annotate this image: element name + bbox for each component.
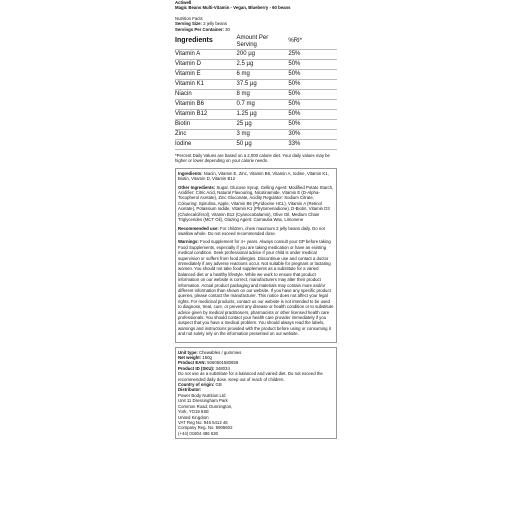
- nutrient-amount: 0.7 mg: [237, 100, 289, 110]
- nutrient-name: Vitamin K1: [175, 80, 237, 90]
- nutrient-name: Vitamin B12: [175, 110, 237, 120]
- details-note: Do not use as a substitute for a balanced and varied diet. Do not exceed the recommended daily dose. Keep out of reach of children.: [178, 371, 323, 382]
- table-row: [175, 50, 337, 60]
- warnings-text: Food supplement for 4+ years. Always consult your GP before taking Food Supplements, especially if you are taking medication or have an existing medical condition. Seek professional advice if your child is under medical supervision or suffers from food allergies. Discontinue use and contact a doctor immediately if any adverse reactions occur. Not suitable for pregnant or lactating women. You should not take food supplements as a substitute for a varied balanced diet or a healthy lifestyle. While we work to ensure that product information on our website is correct, manufacturers may alter their product information. Actual product packaging and materials may contain more and/or different information than shown on our website. If you have any specific product queries, please contact the manufacturer. This notice does not affect your legal rights. For medicinal products, contact us our website is not intended to be used to diagnose, treat, cure, or prevent any disease or health condition or to substitute advice given by medical practitioners, pharmacists or other licensed health care professionals. You should contact your health care provider immediately if you suspect that you have a medical problem. You should always read the labels, warnings and instructions provided with the product before using or consuming it and not solely rely on the information presented on our website.: [178, 239, 334, 337]
- servings-per-container: [175, 27, 337, 32]
- nutrient-amount: 200 µg: [237, 50, 289, 60]
- nutrient-amount: 25 µg: [237, 120, 289, 130]
- recommended-use-text: For children, chew maximum 2 jelly beans daily. Do not swallow whole. Do not exceed recommended dose.: [178, 225, 325, 236]
- nutrient-ri: 50%: [288, 60, 337, 70]
- servings-value: 30: [225, 26, 230, 32]
- other-ingredients-label: Other Ingredients:: [178, 184, 216, 190]
- address-line: United Kingdom: [178, 414, 209, 420]
- nutrient-amount: 3 mg: [237, 130, 289, 140]
- nutrient-name: Zinc: [175, 130, 237, 140]
- nutrient-ri: 50%: [288, 110, 337, 120]
- nutrient-name: Vitamin E: [175, 70, 237, 80]
- distributor-address: [178, 393, 334, 436]
- nutrient-name: Vitamin B6: [175, 100, 237, 110]
- product-title: Magic Beans Multi-Vitamin - Vegan, Blueberry - 60 beans: [175, 5, 291, 11]
- nutrient-name: Niacin: [175, 90, 237, 100]
- product-info-column: [175, 0, 337, 439]
- nutrient-ri: 50%: [288, 70, 337, 80]
- table-row: [175, 60, 337, 70]
- warnings-label: Warnings:: [178, 239, 199, 245]
- daily-values-footnote: *Percent Daily Values are based on a 2,000 calorie diet. Your daily values may be higher or lower depending on your calorie needs.: [175, 153, 330, 164]
- servings-label: Servings Per Container:: [175, 26, 224, 32]
- origin-value: GB: [214, 382, 222, 388]
- nutrient-amount: 50 µg: [237, 140, 289, 150]
- origin-label: Country of origin:: [178, 382, 215, 388]
- ingredients-box: [175, 168, 337, 343]
- nutrient-ri: 25%: [288, 50, 337, 60]
- column-header-ingredients: Ingredients: [175, 34, 237, 50]
- distributor-label: Distributor:: [178, 387, 202, 393]
- nutrient-ri: 30%: [288, 130, 337, 140]
- nutrient-amount: 2.5 µg: [237, 60, 289, 70]
- detail-value: Chewables / gummies: [197, 349, 242, 355]
- detail-label: Product ID (SKU):: [178, 365, 215, 371]
- table-row: [175, 120, 337, 130]
- nutrient-name: Vitamin D: [175, 60, 237, 70]
- brand-name: Actiwell: [175, 0, 192, 5]
- ingredients-text: Niacin, Vitamin E, Zinc, Vitamin B6, Vitamin A, Iodine, Vitamin K1, Biotin, Vitamin D, Vitamin B12: [178, 170, 329, 182]
- address-line: VAT Reg No: 946 5412 46: [178, 419, 228, 425]
- address-line: Common Road, Dunnington,: [178, 403, 233, 409]
- detail-value: 348034: [214, 365, 230, 371]
- nutrient-amount: 37.5 µg: [237, 80, 289, 90]
- nutrient-amount: 8 mg: [237, 90, 289, 100]
- recommended-use-section: [178, 226, 334, 237]
- nutrient-ri: 50%: [288, 90, 337, 100]
- address-line: Power Body Nutrition Ltd: [178, 392, 226, 398]
- nutrient-name: Vitamin A: [175, 50, 237, 60]
- table-row: [175, 70, 337, 80]
- other-ingredients-text: Sugar, Glucose Syrup, Gelling Agent: Modified Potato Starch, Acidifier: Citric Acid, Natural Flavouring, Nicotinamide, Vitamin E (D-Alpha-Tocopherol Acetate), Zinc Gluconate, Acidity Regulator: Sodium Citrate, Colouring: Spirulina, Apple, Vitamin B6 (Pyridoxine HCL), Vitamin A (Retinol Acetate), Potassium Iodide, Vitamin K1 (Phytomenadione), D-Biotin, Vitamin D3 (Cholecalciferol), Vitamin B12 (Cyanocobalamin), Olive Oil, Medium Chain Triglycerides (MCT Oil), Glazing Agent: Carnauba Wax, Limonene: [178, 184, 334, 223]
- recommended-use-label: Recommended use:: [178, 225, 219, 231]
- ingredients-section: [178, 171, 334, 182]
- detail-label: Product EAN:: [178, 360, 206, 366]
- table-header-row: [175, 34, 337, 50]
- table-row: [175, 80, 337, 90]
- nutrient-amount: 6 mg: [237, 70, 289, 80]
- nutrient-ri: 33%: [288, 140, 337, 150]
- table-row: [175, 130, 337, 140]
- address-line: Unit 11 Dressingham Park: [178, 398, 228, 404]
- nutrient-ri: 50%: [288, 100, 337, 110]
- serving-size-value: 2 jelly beans: [203, 21, 228, 27]
- nutrient-ri: 50%: [288, 120, 337, 130]
- table-row: [175, 90, 337, 100]
- column-header-ri: %RI*: [288, 34, 337, 50]
- detail-value: 150g: [201, 355, 212, 361]
- detail-label: Unit type:: [178, 349, 198, 355]
- nutrient-amount: 1.25 µg: [237, 110, 289, 120]
- ingredients-label: Ingredients:: [178, 170, 203, 176]
- nutrition-table: [175, 34, 337, 150]
- address-line: (+44) 01904 486 530: [178, 430, 219, 436]
- table-row: [175, 110, 337, 120]
- address-line: York, YO19 5SE: [178, 409, 210, 415]
- detail-label: Net weight:: [178, 355, 202, 361]
- table-row: [175, 140, 337, 150]
- table-row: [175, 100, 337, 110]
- nutrition-facts-title: Nutrition Facts: [175, 15, 203, 21]
- detail-value: 5060501580658: [205, 360, 239, 366]
- nutrient-name: Iodine: [175, 140, 237, 150]
- column-header-amount: Amount Per Serving: [237, 34, 289, 50]
- warnings-section: [178, 239, 334, 336]
- product-details-box: [175, 347, 337, 440]
- serving-size-label: Serving Size:: [175, 21, 202, 27]
- other-ingredients-section: [178, 185, 334, 223]
- nutrient-name: Biotin: [175, 120, 237, 130]
- address-line: Company Reg. No. 5905602: [178, 425, 233, 431]
- nutrient-ri: 50%: [288, 80, 337, 90]
